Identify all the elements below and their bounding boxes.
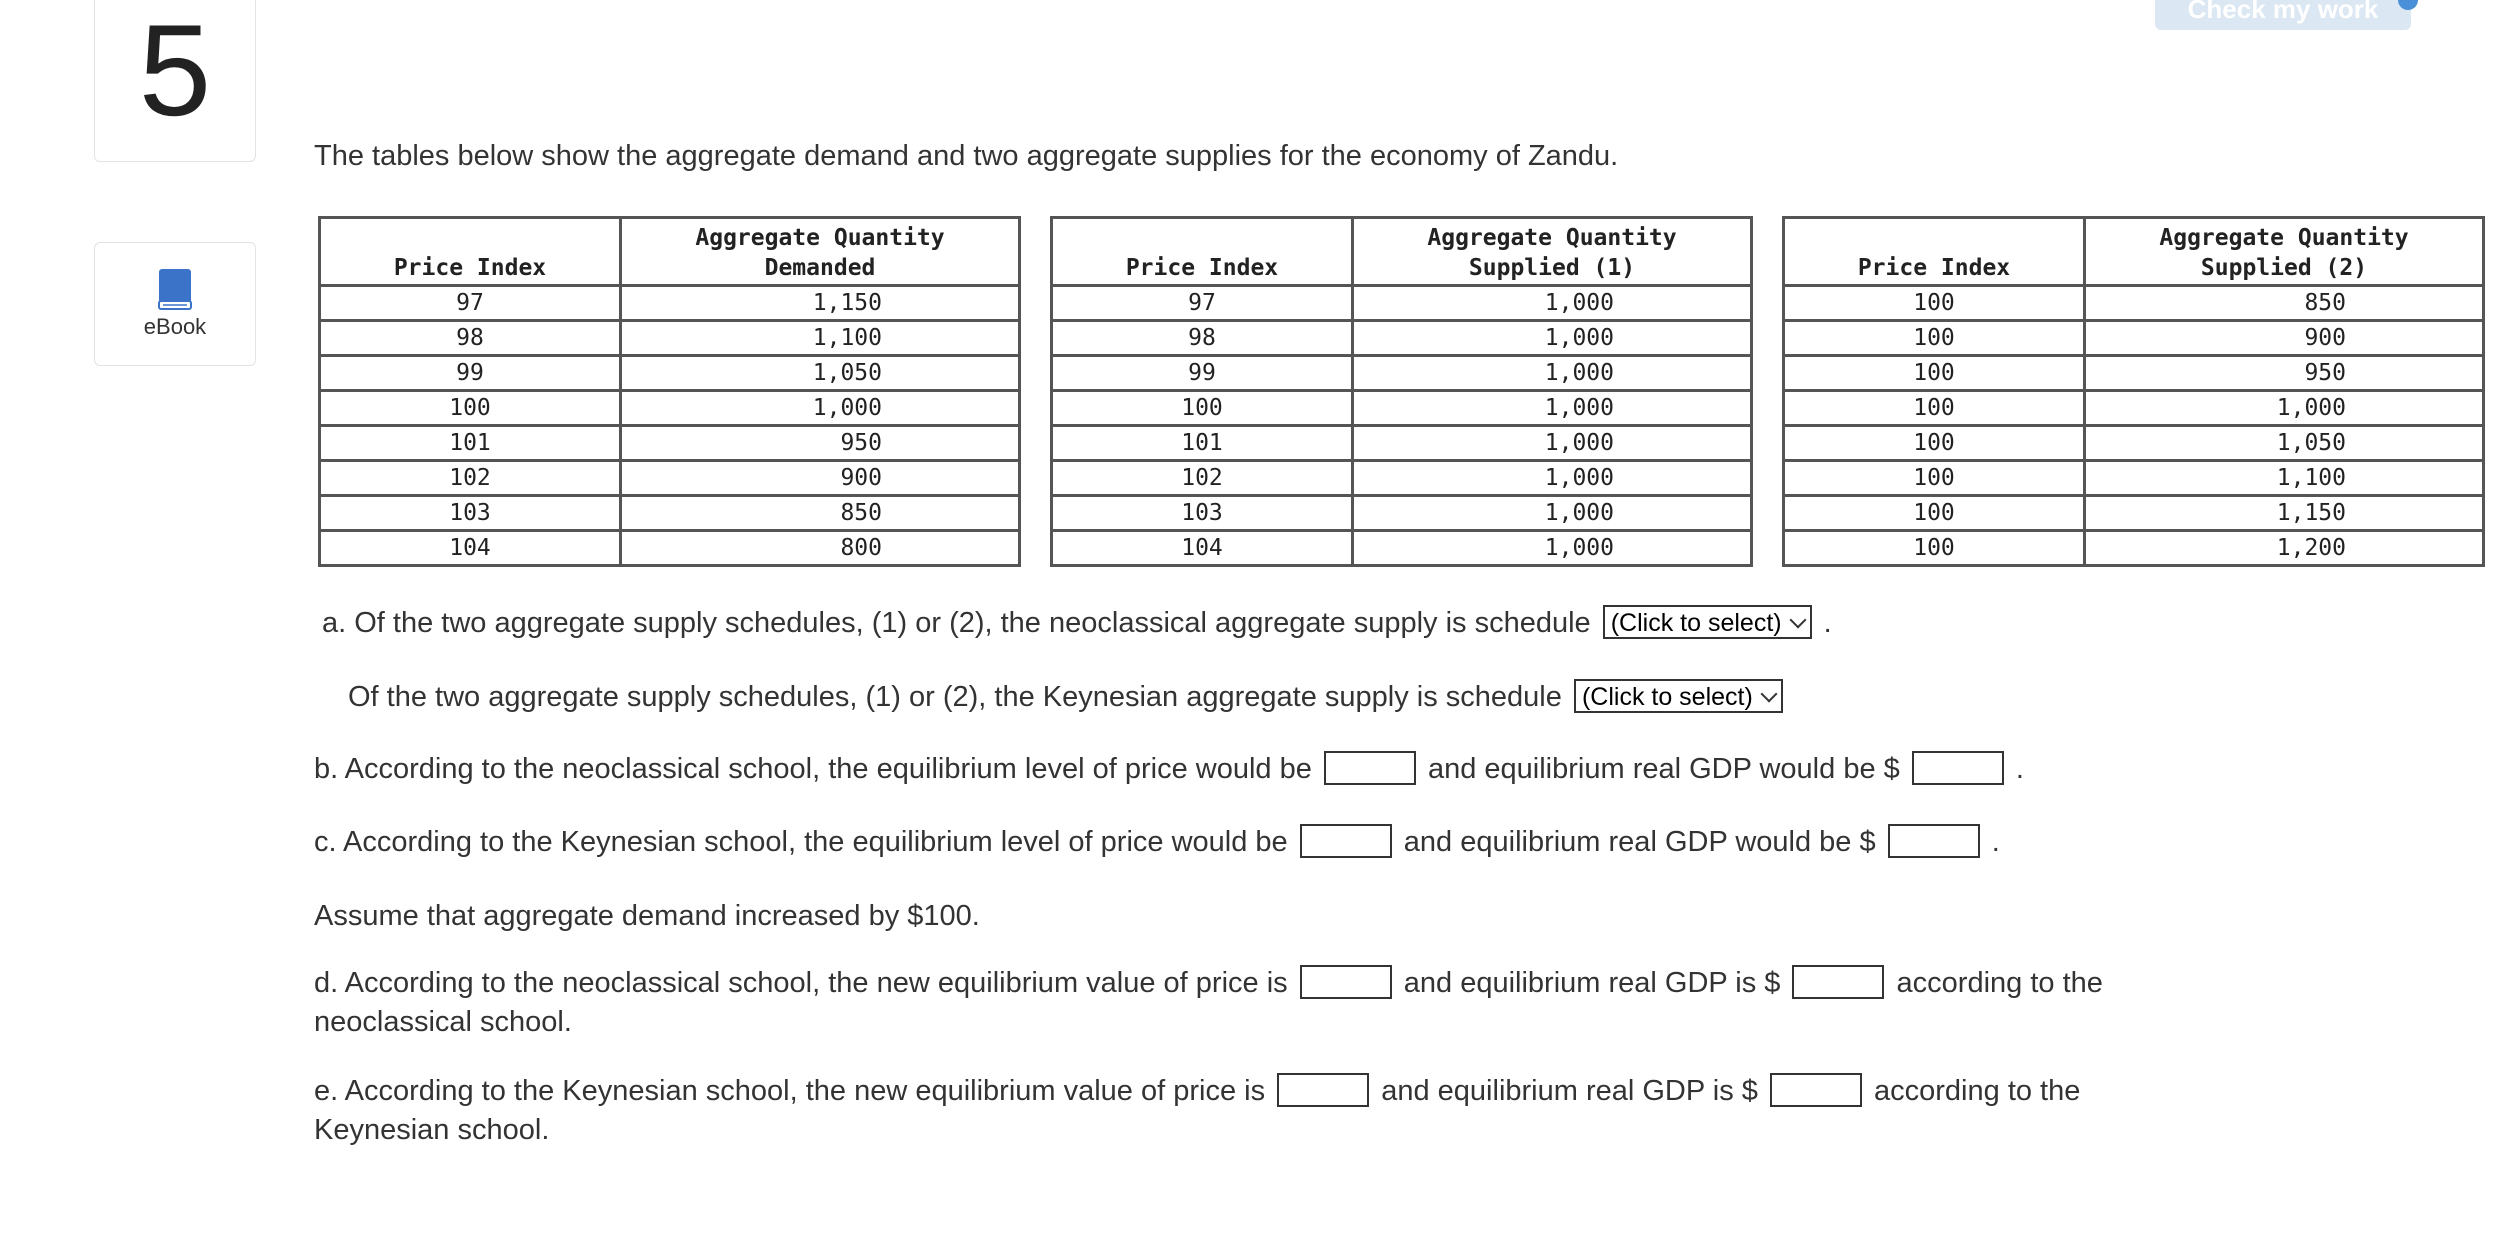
table-row [320, 391, 1020, 426]
quantity-cell: 1,000 [1353, 426, 1752, 461]
price-index-cell: 100 [1784, 321, 2085, 356]
question-a-neoclassical: a. Of the two aggregate supply schedules, (1) or (2), the neoclassical aggregate supply is schedule (Click to select) . [322, 607, 1832, 639]
quantity-cell: 850 [621, 496, 1020, 531]
table-row [1052, 286, 1752, 321]
price-index-cell: 100 [1784, 461, 2085, 496]
price-index-cell: 98 [1052, 321, 1353, 356]
price-index-cell: 99 [1052, 356, 1353, 391]
price-index-cell: 100 [1784, 391, 2085, 426]
table-row [1784, 426, 2484, 461]
price-index-cell: 100 [1784, 356, 2085, 391]
column-header-quantity-supplied-1: Aggregate Quantity Supplied (1) [1353, 218, 1752, 286]
table-row [1052, 496, 1752, 531]
price-index-cell: 101 [320, 426, 621, 461]
quantity-cell: 1,100 [2085, 461, 2484, 496]
price-index-cell: 100 [1784, 426, 2085, 461]
question-b: b. According to the neoclassical school, the equilibrium level of price would be and equilibrium real GDP would be $ . [314, 753, 2024, 785]
table-row [1052, 391, 1752, 426]
assumption-text: Assume that aggregate demand increased by $100. [314, 900, 980, 932]
column-header-price-index: Price Index [1784, 218, 2085, 286]
column-header-quantity-demanded: Aggregate Quantity Demanded [621, 218, 1020, 286]
price-index-cell: 102 [320, 461, 621, 496]
quantity-cell: 1,200 [2085, 531, 2484, 566]
aggregate-demand-table [318, 216, 1021, 567]
column-header-price-index: Price Index [1052, 218, 1353, 286]
b-gdp-input[interactable] [1912, 751, 2004, 785]
c-price-input[interactable] [1300, 824, 1392, 858]
table-row [1784, 321, 2484, 356]
quantity-cell: 1,050 [621, 356, 1020, 391]
check-my-work-button[interactable]: Check my work [2155, 0, 2411, 30]
price-index-cell: 102 [1052, 461, 1353, 496]
book-icon [157, 268, 193, 310]
table-row [1784, 391, 2484, 426]
question-number: 5 [138, 0, 212, 143]
table-row [1052, 321, 1752, 356]
table-row [320, 461, 1020, 496]
quantity-cell: 800 [621, 531, 1020, 566]
quantity-cell: 1,000 [1353, 321, 1752, 356]
quantity-cell: 1,150 [2085, 496, 2484, 531]
quantity-cell: 950 [2085, 356, 2484, 391]
table-row [320, 531, 1020, 566]
quantity-cell: 1,000 [1353, 531, 1752, 566]
quantity-cell: 1,050 [2085, 426, 2484, 461]
aggregate-supply-1-table [1050, 216, 1753, 567]
c-gdp-input[interactable] [1888, 824, 1980, 858]
column-header-quantity-supplied-2: Aggregate Quantity Supplied (2) [2085, 218, 2484, 286]
column-header-price-index: Price Index [320, 218, 621, 286]
question-e: e. According to the Keynesian school, the new equilibrium value of price is and equilibrium real GDP is $ according to the Keynesian school. [314, 1075, 2081, 1147]
question-d: d. According to the neoclassical school, the new equilibrium value of price is and equilibrium real GDP is $ according to the neoclassical school. [314, 967, 2103, 1039]
price-index-cell: 100 [1784, 496, 2085, 531]
quantity-cell: 1,000 [1353, 286, 1752, 321]
table-row [1052, 356, 1752, 391]
table-row [1784, 496, 2484, 531]
table-row [320, 321, 1020, 356]
quantity-cell: 900 [2085, 321, 2484, 356]
table-row [1784, 461, 2484, 496]
quantity-cell: 900 [621, 461, 1020, 496]
table-row [1052, 531, 1752, 566]
price-index-cell: 103 [320, 496, 621, 531]
price-index-cell: 98 [320, 321, 621, 356]
question-number-card [94, 0, 256, 162]
quantity-cell: 1,000 [1353, 461, 1752, 496]
price-index-cell: 100 [1784, 286, 2085, 321]
price-index-cell: 100 [1784, 531, 2085, 566]
table-row [320, 496, 1020, 531]
table-row [320, 286, 1020, 321]
table-row [1052, 426, 1752, 461]
price-index-cell: 104 [320, 531, 621, 566]
question-a-keynesian: Of the two aggregate supply schedules, (1) or (2), the Keynesian aggregate supply is schedule (Click to select) [348, 678, 1787, 717]
chevron-down-icon [1789, 612, 1806, 629]
keynesian-schedule-select[interactable]: (Click to select) [1574, 679, 1783, 713]
ebook-label: eBook [143, 314, 207, 339]
quantity-cell: 1,000 [1353, 496, 1752, 531]
quantity-cell: 1,000 [621, 391, 1020, 426]
price-index-cell: 97 [1052, 286, 1353, 321]
d-gdp-input[interactable] [1792, 965, 1884, 999]
e-gdp-input[interactable] [1770, 1073, 1862, 1107]
table-row [1784, 531, 2484, 566]
price-index-cell: 100 [320, 391, 621, 426]
neoclassical-schedule-select[interactable]: (Click to select) [1603, 605, 1812, 639]
quantity-cell: 1,000 [1353, 391, 1752, 426]
price-index-cell: 100 [1052, 391, 1353, 426]
table-row [1784, 286, 2484, 321]
price-index-cell: 104 [1052, 531, 1353, 566]
e-price-input[interactable] [1277, 1073, 1369, 1107]
price-index-cell: 103 [1052, 496, 1353, 531]
b-price-input[interactable] [1324, 751, 1416, 785]
intro-text: The tables below show the aggregate demand and two aggregate supplies for the economy of Zandu. [314, 140, 1619, 172]
quantity-cell: 1,150 [621, 286, 1020, 321]
quantity-cell: 1,000 [1353, 356, 1752, 391]
question-c: c. According to the Keynesian school, the equilibrium level of price would be and equilibrium real GDP would be $ . [314, 826, 2000, 858]
table-row [1784, 356, 2484, 391]
table-row [320, 426, 1020, 461]
quantity-cell: 1,100 [621, 321, 1020, 356]
chevron-down-icon [1760, 686, 1777, 703]
d-price-input[interactable] [1300, 965, 1392, 999]
aggregate-supply-2-table [1782, 216, 2485, 567]
quantity-cell: 950 [621, 426, 1020, 461]
table-row [320, 356, 1020, 391]
price-index-cell: 101 [1052, 426, 1353, 461]
price-index-cell: 97 [320, 286, 621, 321]
quantity-cell: 850 [2085, 286, 2484, 321]
table-row [1052, 461, 1752, 496]
quantity-cell: 1,000 [2085, 391, 2484, 426]
price-index-cell: 99 [320, 356, 621, 391]
